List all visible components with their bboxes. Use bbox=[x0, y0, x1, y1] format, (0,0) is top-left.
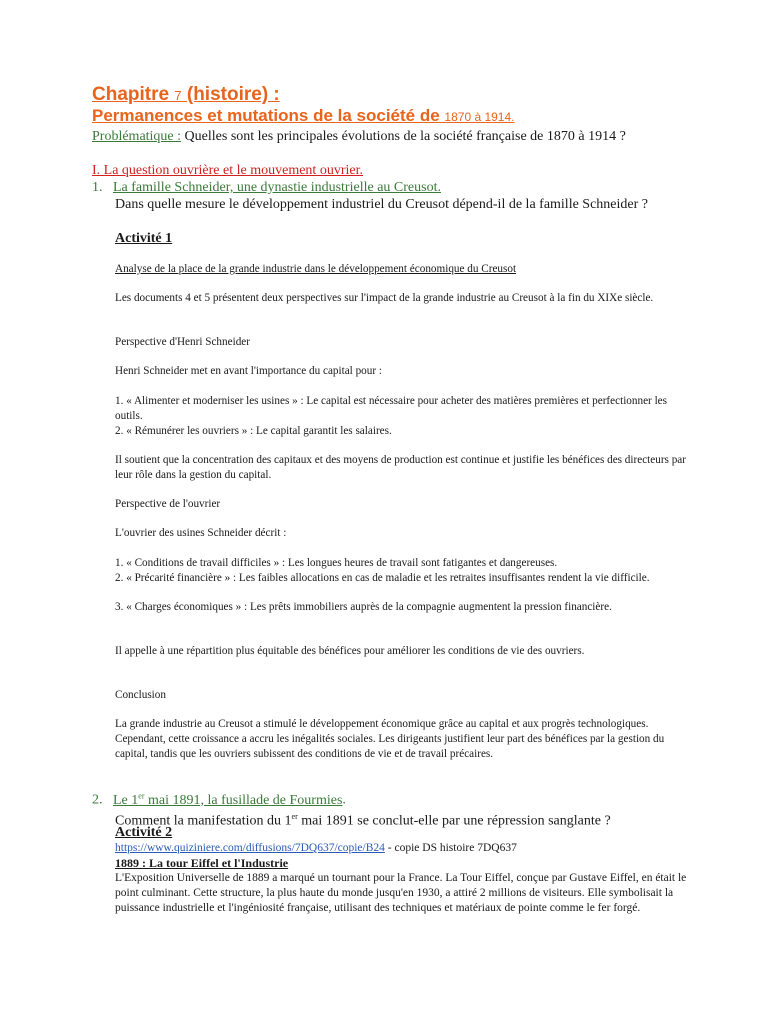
perspective-2-point-1: 1. « Conditions de travail difficiles » : Les longues heures de travail sont fatigantes et dangereuses. bbox=[115, 557, 558, 569]
item-2-heading: 2. Le 1er mai 1891, la fusillade de Fourmies. bbox=[92, 791, 346, 808]
perspective-2-conclusion: Il appelle à une répartition plus équitable des bénéfices pour améliorer les conditions de vie des ouvriers. bbox=[115, 645, 585, 657]
perspective-2-title: Perspective de l'ouvrier bbox=[115, 498, 221, 510]
perspective-1-conclusion: Il soutient que la concentration des capitaux et des moyens de production est continue et justifie les bénéfices des directeurs par leur rôle dans la gestion du capital. bbox=[115, 454, 686, 481]
perspective-1-lead: Henri Schneider met en avant l'importance du capital pour : bbox=[115, 365, 383, 377]
activity-2-line: https://www.quiziniere.com/diffusions/7DQ637/copie/B24 - copie DS histoire 7DQ637 bbox=[115, 842, 517, 854]
perspective-2-point-3: 3. « Charges économiques » : Les prêts immobiliers auprès de la compagnie augmentent la pression financière. bbox=[115, 601, 612, 613]
perspective-2-point-2: 2. « Précarité financière » : Les faibles allocations en cas de maladie et les retraites insuffisantes rendent la vie difficile. bbox=[115, 572, 650, 584]
eiffel-heading: 1889 : La tour Eiffel et l'Industrie bbox=[115, 856, 289, 870]
item-2-question: Comment la manifestation du 1er mai 1891 se conclut-elle par une répression sanglante ? bbox=[115, 812, 611, 829]
conclusion-text: La grande industrie au Creusot a stimulé le développement économique grâce au capital et aux progrès technologiques. Cependant, cette croissance a accru les inégalités sociales. Les dirigeants justifient leur part des bénéfices par la gestion du capital, tandis que les ouvriers subissent des conditions de vie et de travail précaires. bbox=[115, 718, 665, 760]
analysis-heading: Analyse de la place de la grande industrie dans le développement économique du Creusot bbox=[115, 263, 517, 275]
item-1-question: Dans quelle mesure le développement industriel du Creusot dépend-il de la famille Schneider ? bbox=[115, 197, 648, 212]
perspective-1-title: Perspective d'Henri Schneider bbox=[115, 336, 250, 348]
chapter-title: Chapitre 7 (histoire) : bbox=[92, 84, 280, 105]
problematique bbox=[92, 128, 692, 146]
chapter-subtitle: Permanences et mutations de la société de 1870 à 1914. bbox=[92, 106, 515, 125]
analysis-intro: Les documents 4 et 5 présentent deux perspectives sur l'impact de la grande industrie au Creusot à la fin du XIXe siècle. bbox=[115, 292, 654, 304]
conclusion-title: Conclusion bbox=[115, 689, 166, 701]
quiziniere-link[interactable]: https://www.quiziniere.com/diffusions/7DQ637/copie/B24 bbox=[115, 842, 385, 854]
perspective-1-point-2: 2. « Rémunérer les ouvriers » : Le capital garantit les salaires. bbox=[115, 425, 392, 437]
problematique-text: Quelles sont les principales évolutions de la société française de 1870 à 1914 ? bbox=[181, 129, 626, 144]
item-1-heading: 1. La famille Schneider, une dynastie industrielle au Creusot. bbox=[92, 180, 441, 195]
eiffel-text: L'Exposition Universelle de 1889 a marqué un tournant pour la France. La Tour Eiffel, conçue par Gustave Eiffel, en était le point culminant. Cette structure, la plus haute du monde jusqu'en 1930, a attiré 2 millions de visiteurs. Elle symbolisait la puissance industrielle et l'ingéniosité française, utilisant des techniques et matériaux de pointe comme le fer forgé. bbox=[115, 872, 687, 914]
section-heading-1: I. La question ouvrière et le mouvement ouvrier. bbox=[92, 163, 363, 178]
problematique-label: Problématique : bbox=[92, 129, 182, 144]
perspective-1-point-1: 1. « Alimenter et moderniser les usines » : Le capital est nécessaire pour acheter des matières premières et perfectionner les outils. bbox=[115, 395, 668, 422]
perspective-2-lead: L'ouvrier des usines Schneider décrit : bbox=[115, 527, 287, 539]
activity-2-heading: Activité 2 bbox=[115, 825, 173, 840]
activity-1-heading: Activité 1 bbox=[115, 231, 173, 246]
